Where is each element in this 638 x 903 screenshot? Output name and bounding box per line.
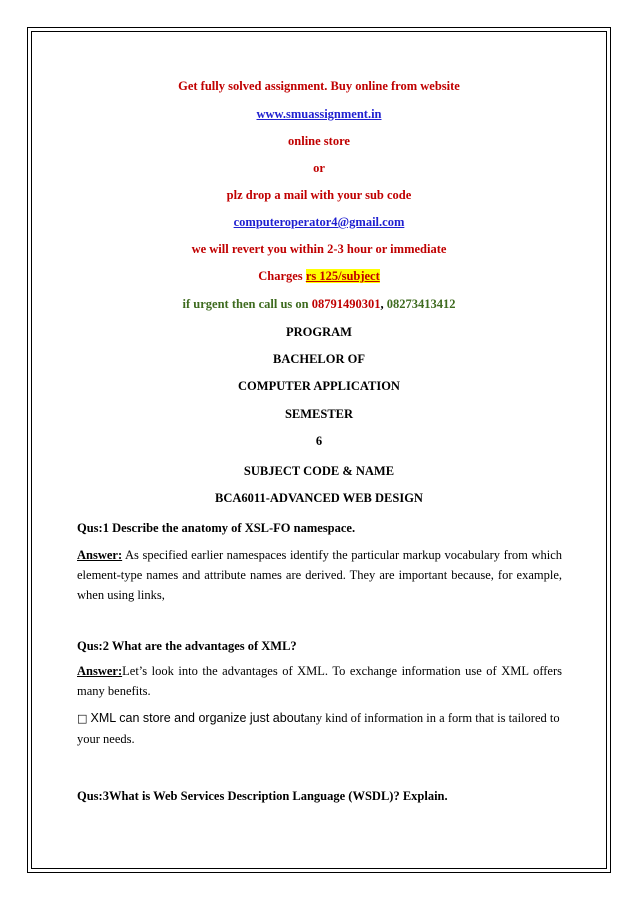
answer-1 (77, 545, 562, 605)
online-store-text: online store (288, 134, 350, 148)
question-3: Qus:3What is Web Services Description Language (WSDL)? Explain. (77, 789, 448, 803)
question-2: Qus:2 What are the advantages of XML? (77, 639, 297, 653)
degree-line-2: COMPUTER APPLICATION (238, 379, 400, 393)
answer-2 (77, 661, 562, 701)
website-link[interactable]: www.smuassignment.in (256, 107, 382, 121)
phone-2: 08273413412 (386, 297, 456, 311)
email-link[interactable]: computeroperator4@gmail.com (233, 215, 405, 229)
charges-value: rs 125/subject (305, 269, 380, 283)
semester-value: 6 (315, 434, 323, 448)
program-label: PROGRAM (286, 325, 352, 339)
drop-mail-text: plz drop a mail with your sub code (226, 188, 412, 202)
phone-separator: , (380, 297, 384, 311)
degree-line-1: BACHELOR OF (272, 352, 366, 366)
bullet-item (77, 708, 562, 749)
semester-label: SEMESTER (284, 407, 354, 421)
bullet-box-icon: □ (77, 712, 88, 725)
website-link-row (0, 106, 638, 122)
answer-2-text: Let’s look into the advantages of XML. To exchange information use of XML offers many benefits. (77, 664, 562, 698)
bullet-part-2: any kind of information in a form that is tailored to your needs. (77, 711, 560, 746)
urgent-label: if urgent then call us on (182, 297, 309, 311)
question-1: Qus:1 Describe the anatomy of XSL-FO namespace. (77, 521, 356, 535)
charges-label: Charges (258, 269, 303, 283)
subject-label: SUBJECT CODE & NAME (243, 464, 395, 478)
urgent-row (0, 296, 638, 312)
answer-1-text: As specified earlier namespaces identify the particular markup vocabulary from which element-type names and attribute names are derived. They are important because, for example, when using links, (77, 548, 562, 602)
answer-1-label: Answer: (77, 548, 123, 562)
answer-2-label: Answer: (77, 664, 123, 678)
revert-text: we will revert you within 2-3 hour or immediate (191, 242, 447, 256)
charges-row (0, 268, 638, 284)
phone-1: 08791490301 (311, 297, 381, 311)
email-link-row (0, 214, 638, 230)
subject-value: BCA6011-ADVANCED WEB DESIGN (215, 491, 423, 505)
or-text: or (313, 161, 325, 175)
promo-line: Get fully solved assignment. Buy online from website (178, 79, 460, 93)
bullet-part-1: XML can store and organize just about (90, 711, 305, 725)
